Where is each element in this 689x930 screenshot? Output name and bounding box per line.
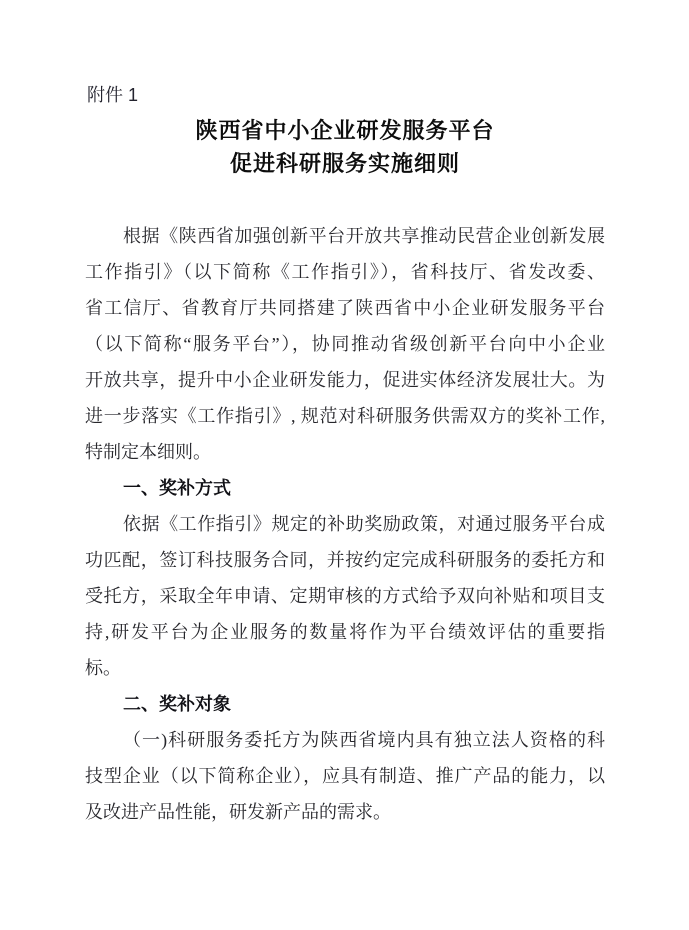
paragraph-line: 技型企业（以下简称企业），应具有制造、推广产品的能力，以 (85, 766, 605, 786)
paragraph-line: （一)科研服务委托方为陕西省境内具有独立法人资格的科 (123, 730, 605, 750)
paragraph-line: 及改进产品性能，研发新产品的需求。 (85, 802, 391, 822)
paragraph-line: 省工信厅、省教育厅共同搭建了陕西省中小企业研发服务平台 (85, 298, 605, 318)
paragraph-line: 进一步落实《工作指引》, 规范对科研服务供需双方的奖补工作, (85, 406, 605, 426)
paragraph-line: 持,研发平台为企业服务的数量将作为平台绩效评估的重要指 (85, 622, 605, 642)
paragraph-line: 根据《陕西省加强创新平台开放共享推动民营企业创新发展 (123, 226, 605, 246)
paragraph-line: （以下简称“服务平台”），协同推动省级创新平台向中小企业 (85, 334, 605, 354)
doc-title-line2: 促进科研服务实施细则 (229, 151, 460, 176)
paragraph-line: 开放共享，提升中小企业研发能力，促进实体经济发展壮大。为 (85, 370, 605, 390)
section1-heading: 一、奖补方式 (123, 478, 231, 498)
doc-body (85, 218, 605, 830)
doc-title-line1: 陕西省中小企业研发服务平台 (195, 118, 495, 143)
paragraph-line: 标。 (85, 658, 121, 678)
doc-title (85, 114, 605, 180)
paragraph-line: 受托方，采取全年申请、定期审核的方式给予双向补贴和项目支 (85, 586, 605, 606)
section2-heading: 二、奖补对象 (123, 694, 231, 714)
paragraph-line: 特制定本细则。 (85, 442, 211, 462)
attachment-label: 附件 1 (87, 85, 139, 105)
paragraph-line: 工作指引》（以下简称《工作指引》），省科技厅、省发改委、 (85, 262, 605, 282)
paragraph-line: 依据《工作指引》规定的补助奖励政策，对通过服务平台成 (123, 514, 605, 534)
paragraph-line: 功匹配，签订科技服务合同，并按约定完成科研服务的委托方和 (85, 550, 605, 570)
